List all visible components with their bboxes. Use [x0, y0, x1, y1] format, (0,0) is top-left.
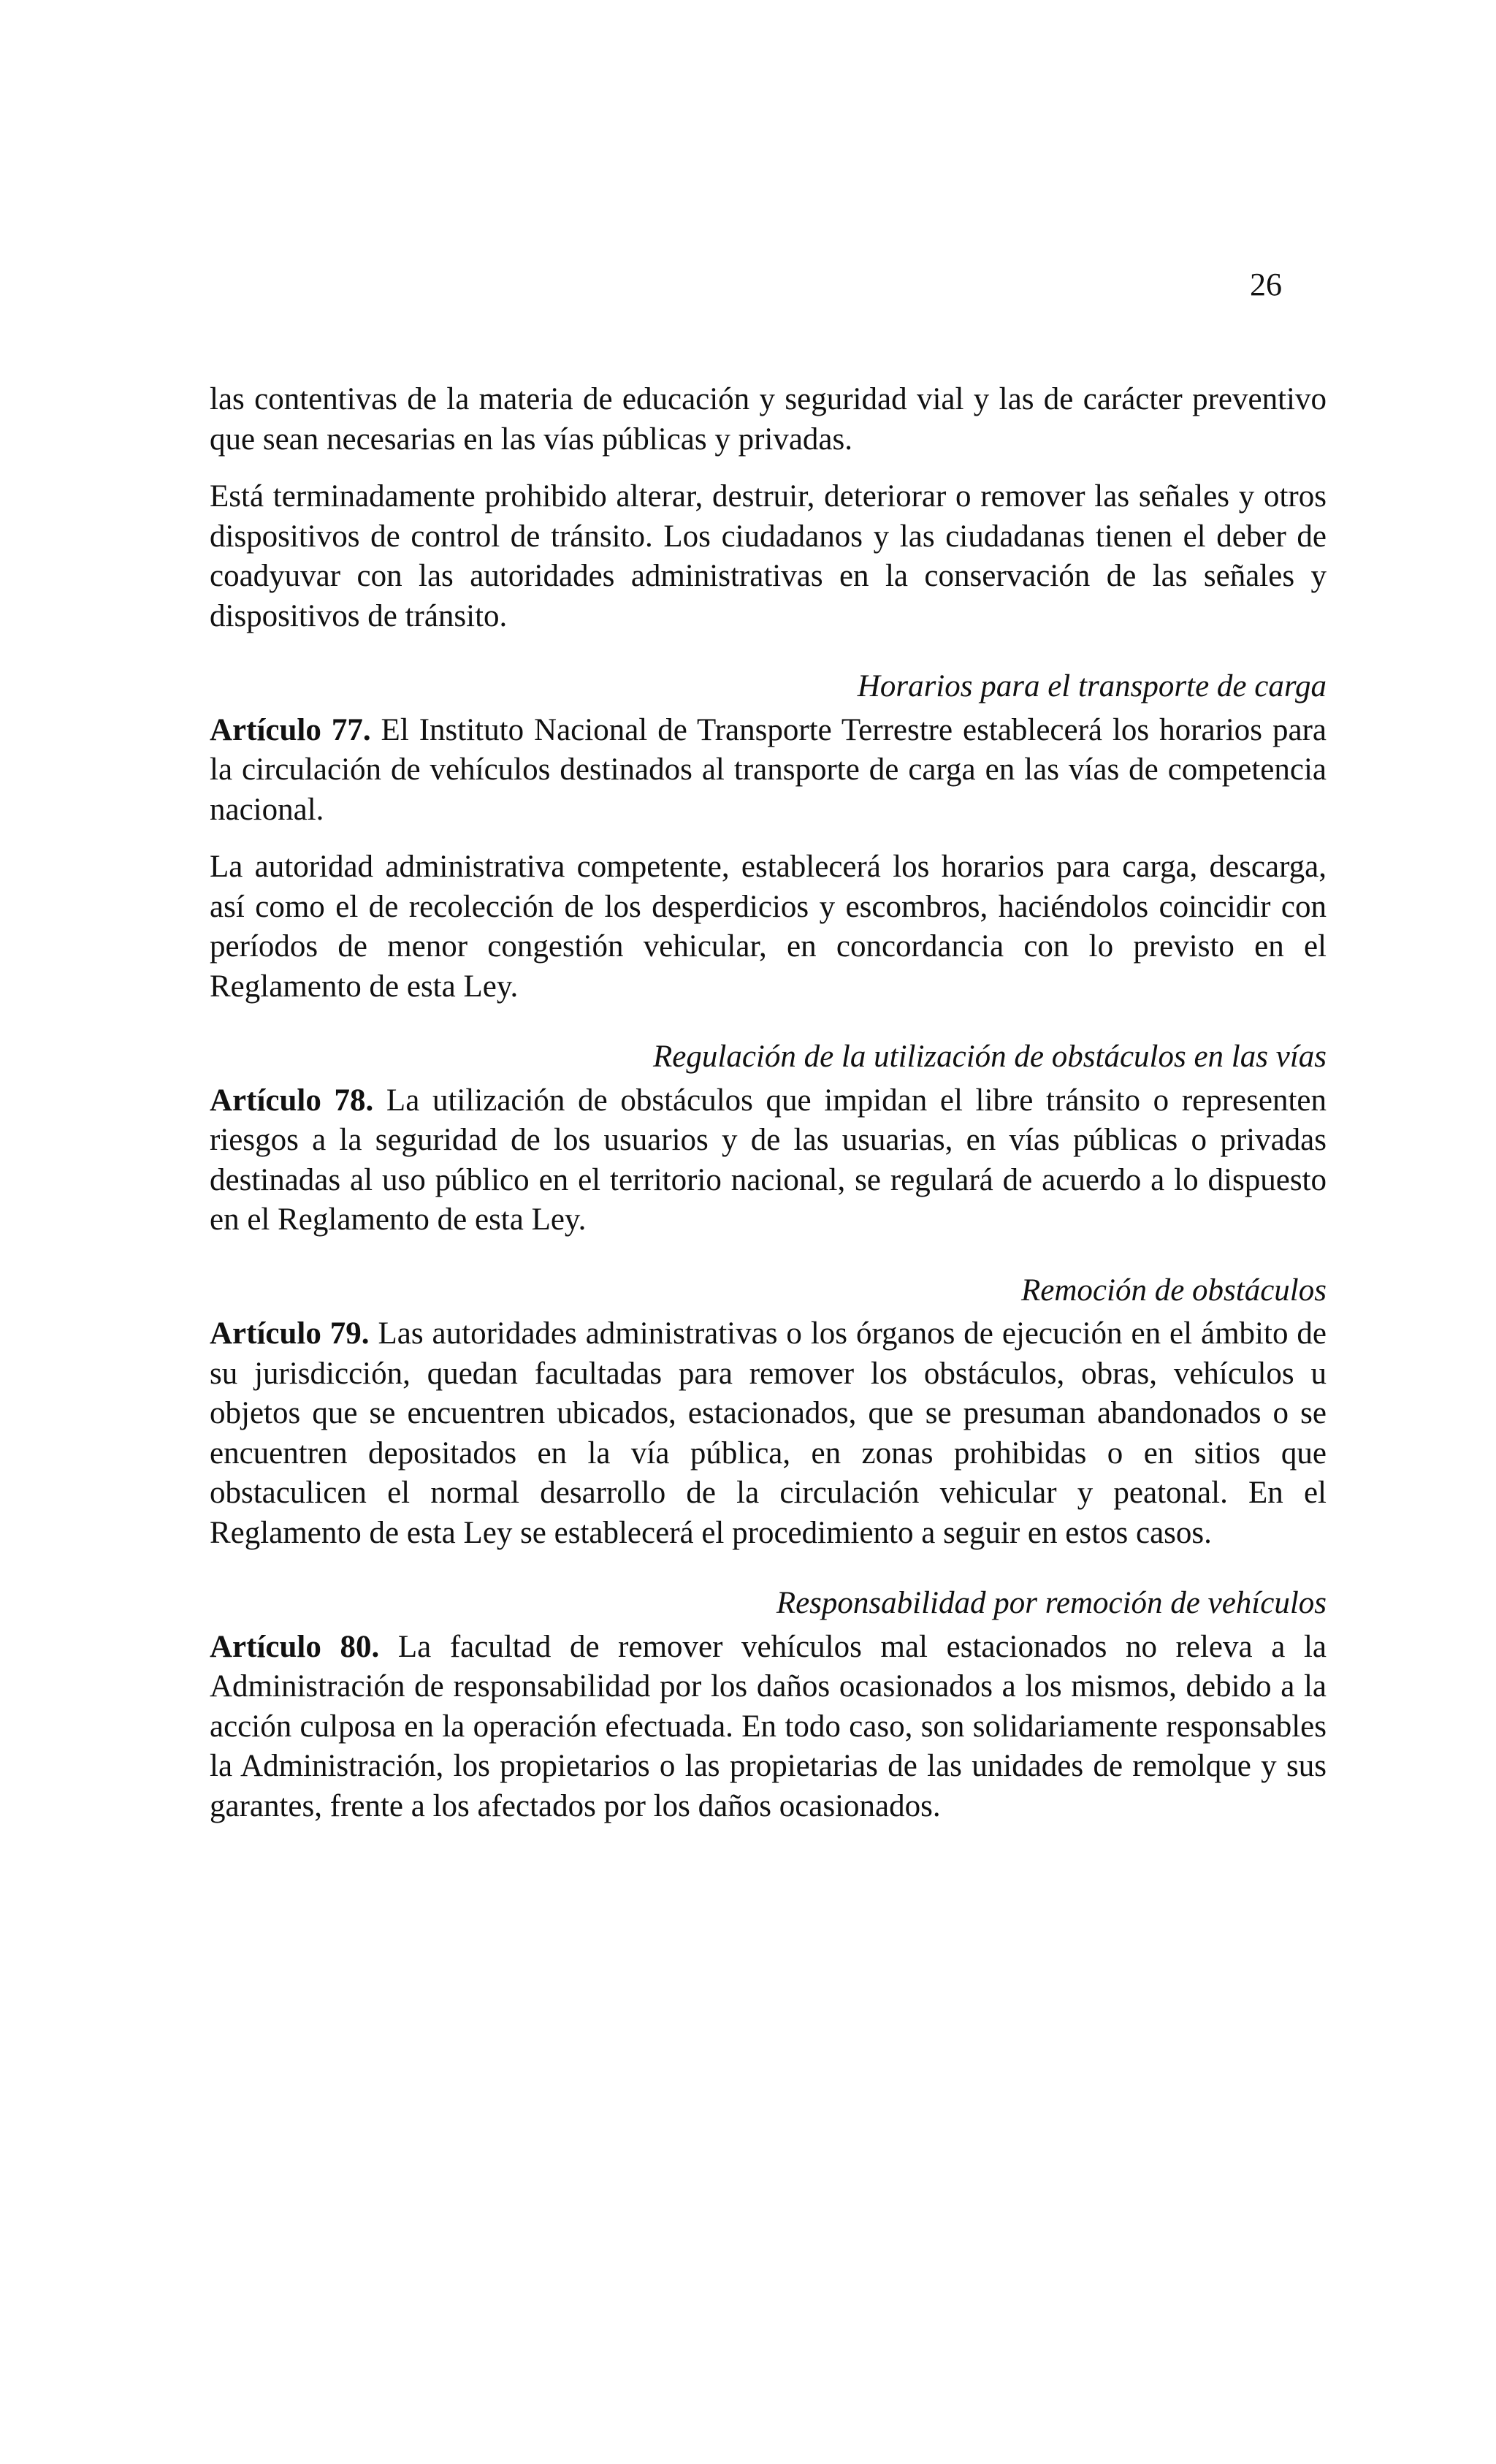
article-text: El Instituto Nacional de Transporte Terrestre establecerá los horarios para la circulación de vehículos destinados al transporte de carga en las vías de competencia nacional. [210, 712, 1327, 827]
section-heading-obstacle-regulation: Regulación de la utilización de obstáculos en las vías [653, 1040, 1327, 1074]
article-label: Artículo 78. [210, 1083, 374, 1118]
paragraph-signage-prohibition: Está terminadamente prohibido alterar, destruir, deteriorar o remover las señales y otros dispositivos de control de tránsito. Los ciudadanos y las ciudadanas tienen el deber de coadyuvar con las autoridades administrativas en la conservación de las señales y dispositivos de tránsito. [210, 479, 1327, 633]
article-77 [210, 711, 1327, 831]
article-text: Las autoridades administrativas o los órganos de ejecución en el ámbito de su jurisdicción, quedan facultadas para remover los obstáculos, obras, vehículos u objetos que se encuentren ubicados, estacionados, que se presuman abandonados o se encuentren depositados en la vía pública, en zonas prohibidas o en sitios que obstaculicen el normal desarrollo de la circulación vehicular y peatonal. En el Reglamento de esta Ley se establecerá el procedimiento a seguir en estos casos. [210, 1316, 1327, 1550]
article-text: La utilización de obstáculos que impidan el libre tránsito o representen riesgos a la seguridad de los usuarios y de las usuarias, en vías públicas o privadas destinadas al uso público en el territorio nacional, se regulará de acuerdo a lo dispuesto en el Reglamento de esta Ley. [210, 1083, 1327, 1237]
article-79 [210, 1314, 1327, 1553]
section-heading-cargo-hours: Horarios para el transporte de carga [857, 669, 1327, 703]
paragraph-continuation: las contentivas de la materia de educación y seguridad vial y las de carácter preventivo que sean necesarias en las vías públicas y privadas. [210, 382, 1327, 457]
article-80 [210, 1628, 1327, 1827]
article-text: La facultad de remover vehículos mal estacionados no releva a la Administración de responsabilidad por los daños ocasionados a los mismos, debido a la acción culposa en la operación efectuada. En todo caso, son solidariamente responsables la Administración, los propietarios o las propietarias de las unidades de remolque y sus garantes, frente a los afectados por los daños ocasionados. [210, 1629, 1327, 1823]
section-heading-obstacle-removal: Remoción de obstáculos [1021, 1273, 1327, 1308]
section-heading-vehicle-removal-liability: Responsabilidad por remoción de vehículos [776, 1586, 1327, 1620]
article-label: Artículo 80. [210, 1629, 380, 1664]
page-number: 26 [1250, 267, 1282, 302]
article-label: Artículo 77. [210, 712, 371, 747]
article-label: Artículo 79. [210, 1316, 370, 1351]
document-body [210, 380, 1327, 1844]
paragraph-loading-hours: La autoridad administrativa competente, establecerá los horarios para carga, descarga, así como el de recolección de los desperdicios y escombros, haciéndolos coincidir con períodos de menor congestión vehicular, en concordancia con lo previsto en el Reglamento de esta Ley. [210, 850, 1327, 1004]
article-78 [210, 1081, 1327, 1240]
